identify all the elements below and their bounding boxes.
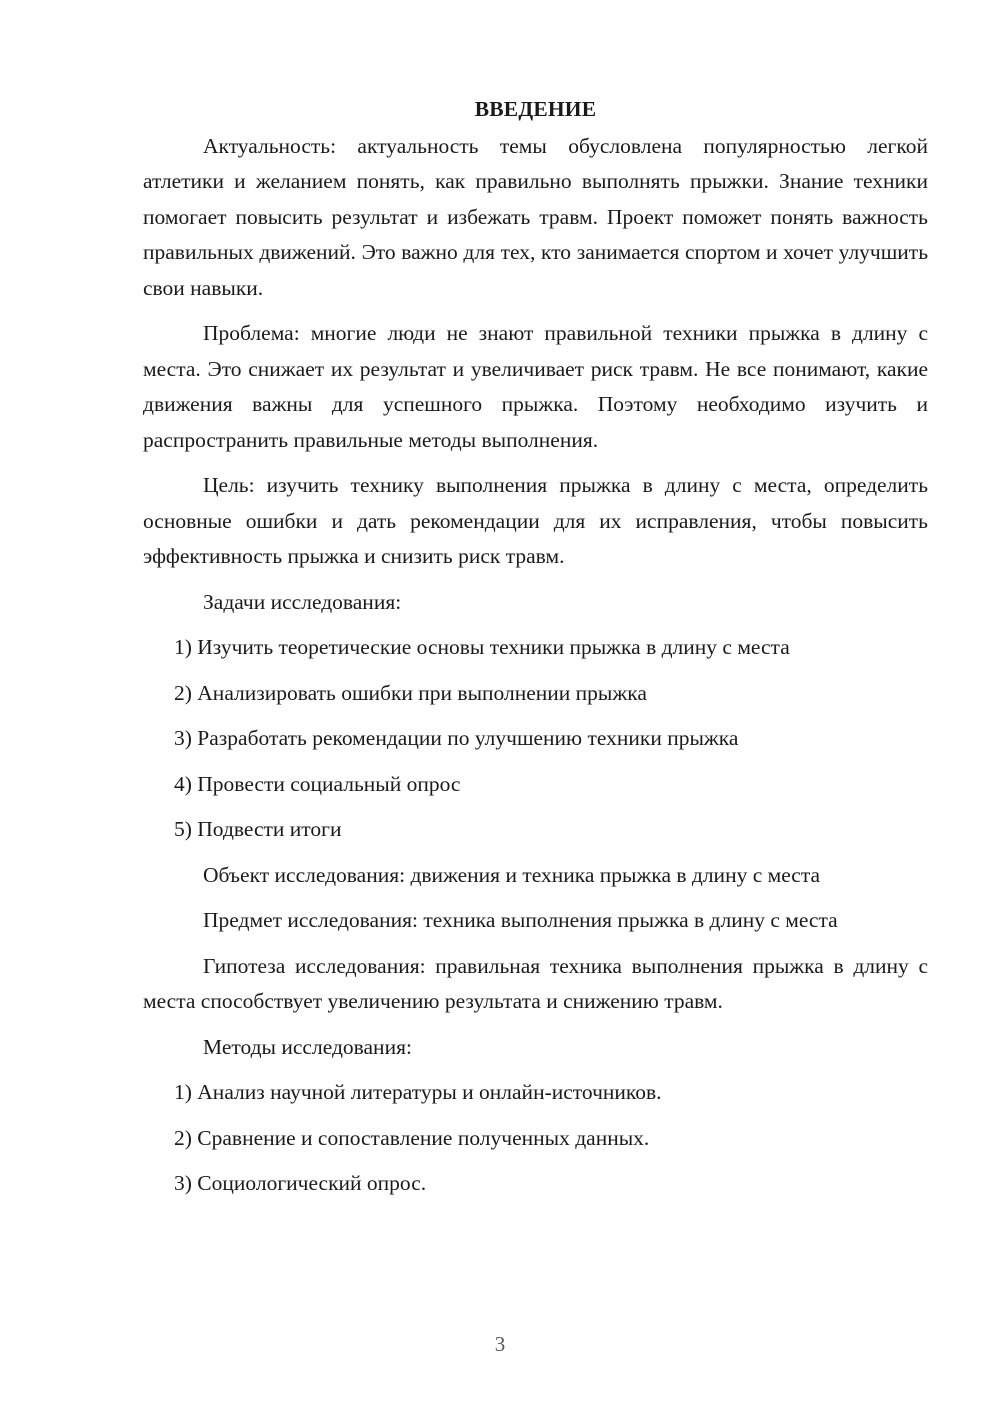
- methods-heading: Методы исследования:: [203, 1034, 412, 1059]
- tasks-heading: Задачи исследования:: [203, 589, 402, 614]
- subject-paragraph: Предмет исследования: техника выполнения прыжка в длину с места: [203, 908, 838, 932]
- list-item: 2) Сравнение и сопоставление полученных данных.: [174, 1125, 650, 1150]
- list-item: 1) Изучить теоретические основы техники прыжка в длину с места: [174, 635, 790, 659]
- goal-paragraph: Цель: изучить технику выполнения прыжка в длину с места, определить основные ошибки и дать рекомендации для их исправления, чтобы повысить эффективность прыжка и снизить риск травм.: [143, 473, 928, 568]
- list-item: 3) Социологический опрос.: [174, 1171, 427, 1195]
- list-item: 5) Подвести итоги: [174, 817, 342, 841]
- hypothesis-paragraph: Гипотеза исследования: правильная техника выполнения прыжка в длину с места способствует увеличению результата и снижению травм.: [143, 953, 928, 1013]
- list-item: 3) Разработать рекомендации по улучшению техники прыжка: [174, 726, 739, 750]
- problem-paragraph: Проблема: многие люди не знают правильной техники прыжка в длину с места. Это снижает их результат и увеличивает риск травм. Не все понимают, какие движения важны для успешного прыжка. Поэтому необходимо изучить и распространить правильные методы выполнения.: [143, 321, 928, 452]
- list-item: 1) Анализ научной литературы и онлайн-источников.: [174, 1080, 662, 1104]
- relevance-paragraph: Актуальность: актуальность темы обусловлена популярностью легкой атлетики и желанием понять, как правильно выполнять прыжки. Знание техники помогает повысить результат и избежать травм. Проект поможет понять важность правильных движений. Это важно для тех, кто занимается спортом и хочет улучшить свои навыки.: [143, 133, 928, 300]
- list-item: 4) Провести социальный опрос: [174, 771, 461, 796]
- page-number: 3: [494, 1332, 506, 1356]
- list-item: 2) Анализировать ошибки при выполнении прыжка: [174, 680, 647, 705]
- page-title: ВВЕДЕНИЕ: [474, 97, 597, 121]
- object-paragraph: Объект исследования: движения и техника прыжка в длину с места: [203, 862, 821, 887]
- document-page: [143, 92, 928, 1212]
